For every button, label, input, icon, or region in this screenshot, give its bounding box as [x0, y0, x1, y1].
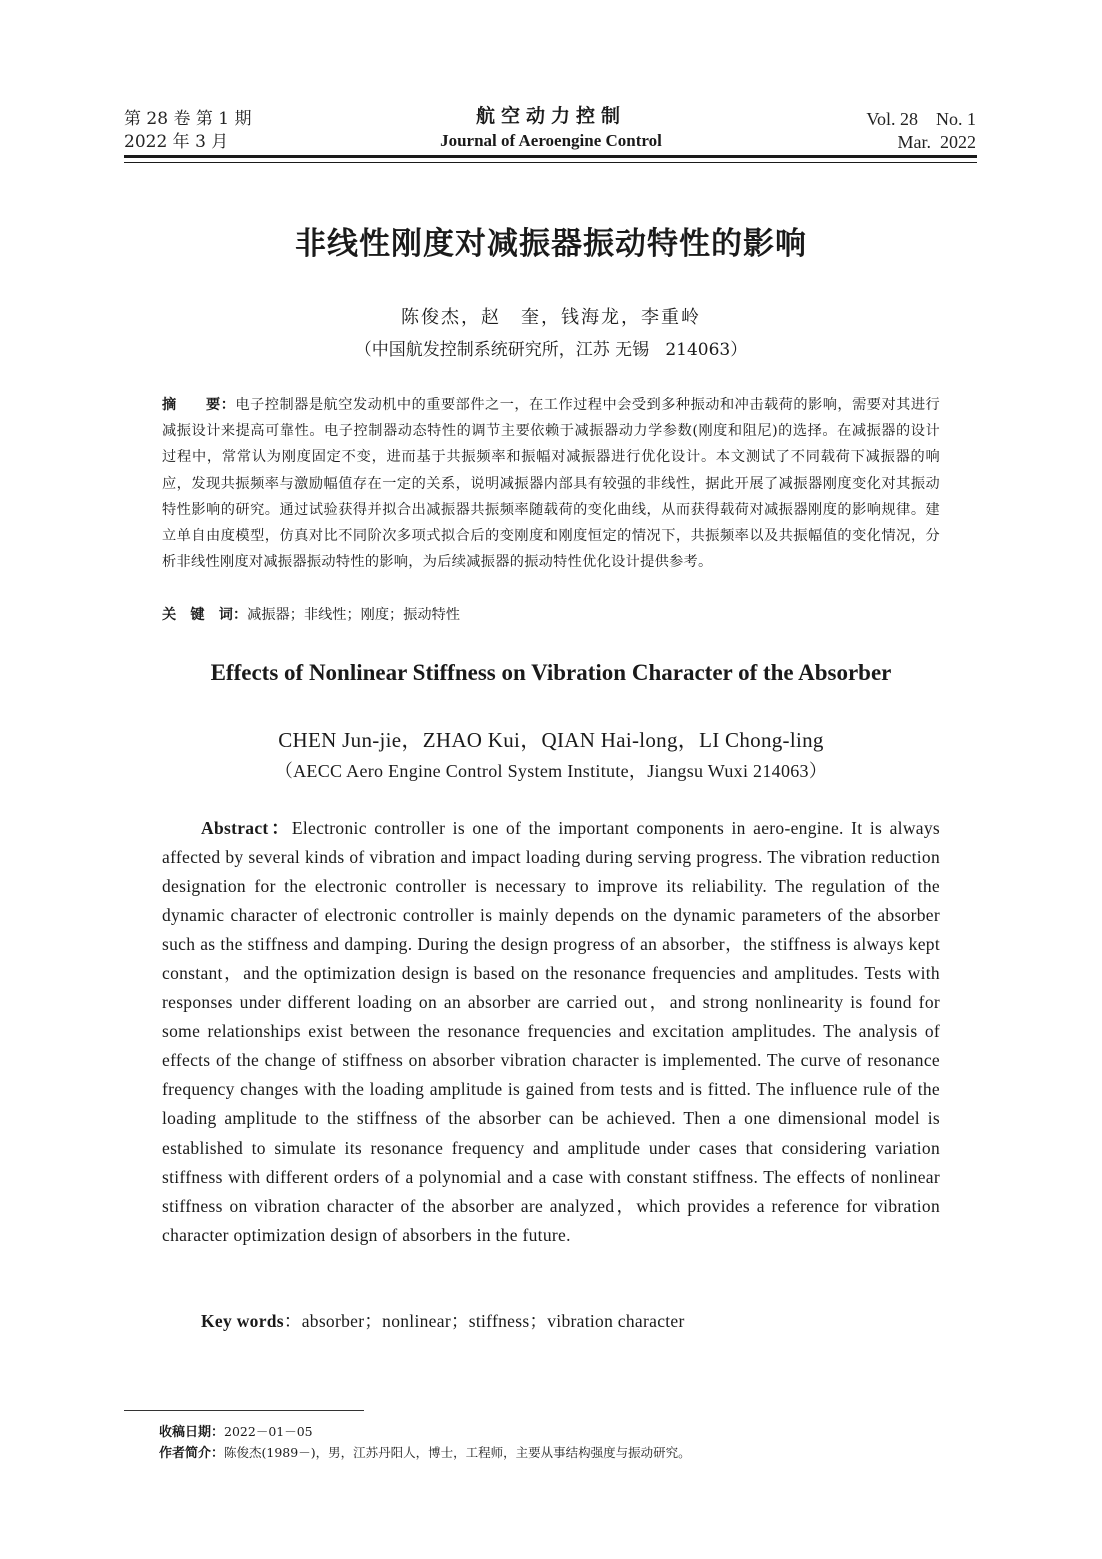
authors-cn: 陈俊杰，赵 奎，钱海龙，李重岭 [401, 307, 701, 328]
journal-name-cn: 航空动力控制 [475, 105, 626, 127]
volume-issue-en [866, 108, 976, 154]
abstract-cn-label: 摘 要： [162, 397, 236, 413]
header-rule-thick [124, 155, 977, 158]
author-bio-text: 陈俊杰(1989－)，男，江苏丹阳人，博士，工程师，主要从事结构强度与振动研究。 [224, 1445, 691, 1460]
volume-issue-line: 第 28 卷 第 1 期 [124, 109, 252, 129]
affiliation-cn: （中国航发控制系统研究所，江苏 无锡 214063） [354, 340, 748, 360]
keywords-cn-text: 减振器；非线性；刚度；振动特性 [247, 607, 460, 623]
keywords-cn-label: 关 键 词： [162, 607, 248, 623]
paper-title-cn: 非线性刚度对减振器振动特性的影响 [295, 226, 807, 262]
keywords-en-label: Key words [201, 1311, 284, 1331]
affiliation-en: （AECC Aero Engine Control System Institute，Jiangsu Wuxi 214063） [274, 761, 828, 781]
received-date: 2022－01－05 [224, 1424, 313, 1439]
keywords-en [201, 1308, 685, 1334]
abstract-cn-text: 电子控制器是航空发动机中的重要部件之一，在工作过程中会受到多种振动和冲击载荷的影响，需要对其进行减振设计来提高可靠性。电子控制器动态特性的调节主要依赖于减振器动力学参数(刚度和阻尼)的选择。在减振器的设计过程中，常常认为刚度固定不变，进而基于共振频率和振幅对减振器进行优化设计。本文测试了不同载荷下减振器的响应，发现共振频率与激励幅值存在一定的关系，说明减振器内部具有较强的非线性，据此开展了减振器刚度变化对其振动特性影响的研究。通过试验获得并拟合出减振器共振频率随载荷的变化曲线，从而获得载荷对减振器刚度的影响规律。建立单自由度模型，仿真对比不同阶次多项式拟合后的变刚度和刚度恒定的情况下，共振频率以及共振幅值的变化情况，分析非线性刚度对减振器振动特性的影响，为后续减振器的振动特性优化设计提供参考。 [162, 397, 940, 571]
authors-en: CHEN Jun-jie，ZHAO Kui，QIAN Hai-long，LI Chong-ling [278, 728, 824, 752]
date-en-line: Mar. 2022 [897, 132, 976, 152]
header-rule-thin [124, 162, 977, 163]
footnote-received [159, 1422, 313, 1443]
paper-title-en: Effects of Nonlinear Stiffness on Vibration Character of the Absorber [210, 660, 892, 685]
keywords-cn [162, 604, 940, 626]
abstract-en [162, 814, 940, 1250]
keywords-en-text: ：absorber；nonlinear；stiffness；vibration character [283, 1311, 685, 1331]
received-label: 收稿日期： [159, 1425, 225, 1440]
abstract-cn [162, 392, 940, 575]
volume-no-line: Vol. 28 No. 1 [866, 109, 976, 129]
date-cn-line: 2022 年 3 月 [124, 132, 229, 152]
abstract-en-text: Electronic controller is one of the important components in aero-engine. It is always affected by several kinds of vibration and impact loading during serving progress. The vibration reduction designation for the electronic controller is necessary to improve its reliability. The regulation of the dynamic character of electronic controller is mainly depends on the dynamic parameters of the absorber such as the stiffness and damping. During the design progress of an absorber，the stiffness is always kept constant，and the optimization design is based on the resonance frequencies and amplitudes. Tests with responses under different loading on an absorber are carried out，and strong nonlinearity is found for some relationships exist between the resonance frequencies and excitation amplitudes. The analysis of effects of the change of stiffness on absorber vibration character is implemented. The curve of resonance frequency changes with the loading amplitude is gained from tests and is fitted. The influence rule of the loading amplitude to the stiffness of the absorber can be achieved. Then a one dimensional model is established to simulate its resonance frequency and amplitude under cases that considering variation stiffness with different orders of a polynomial and a case with constant stiffness. The effects of nonlinear stiffness on vibration character of the absorber are analyzed，which provides a reference for vibration character optimization design of absorbers in the future. [162, 818, 940, 1245]
footnote-rule [124, 1410, 364, 1411]
abstract-en-label: Abstract： [201, 818, 292, 838]
footnote-author-bio [159, 1443, 691, 1464]
journal-name-en: Journal of Aeroengine Control [440, 131, 662, 150]
author-bio-label: 作者简介： [159, 1446, 225, 1461]
